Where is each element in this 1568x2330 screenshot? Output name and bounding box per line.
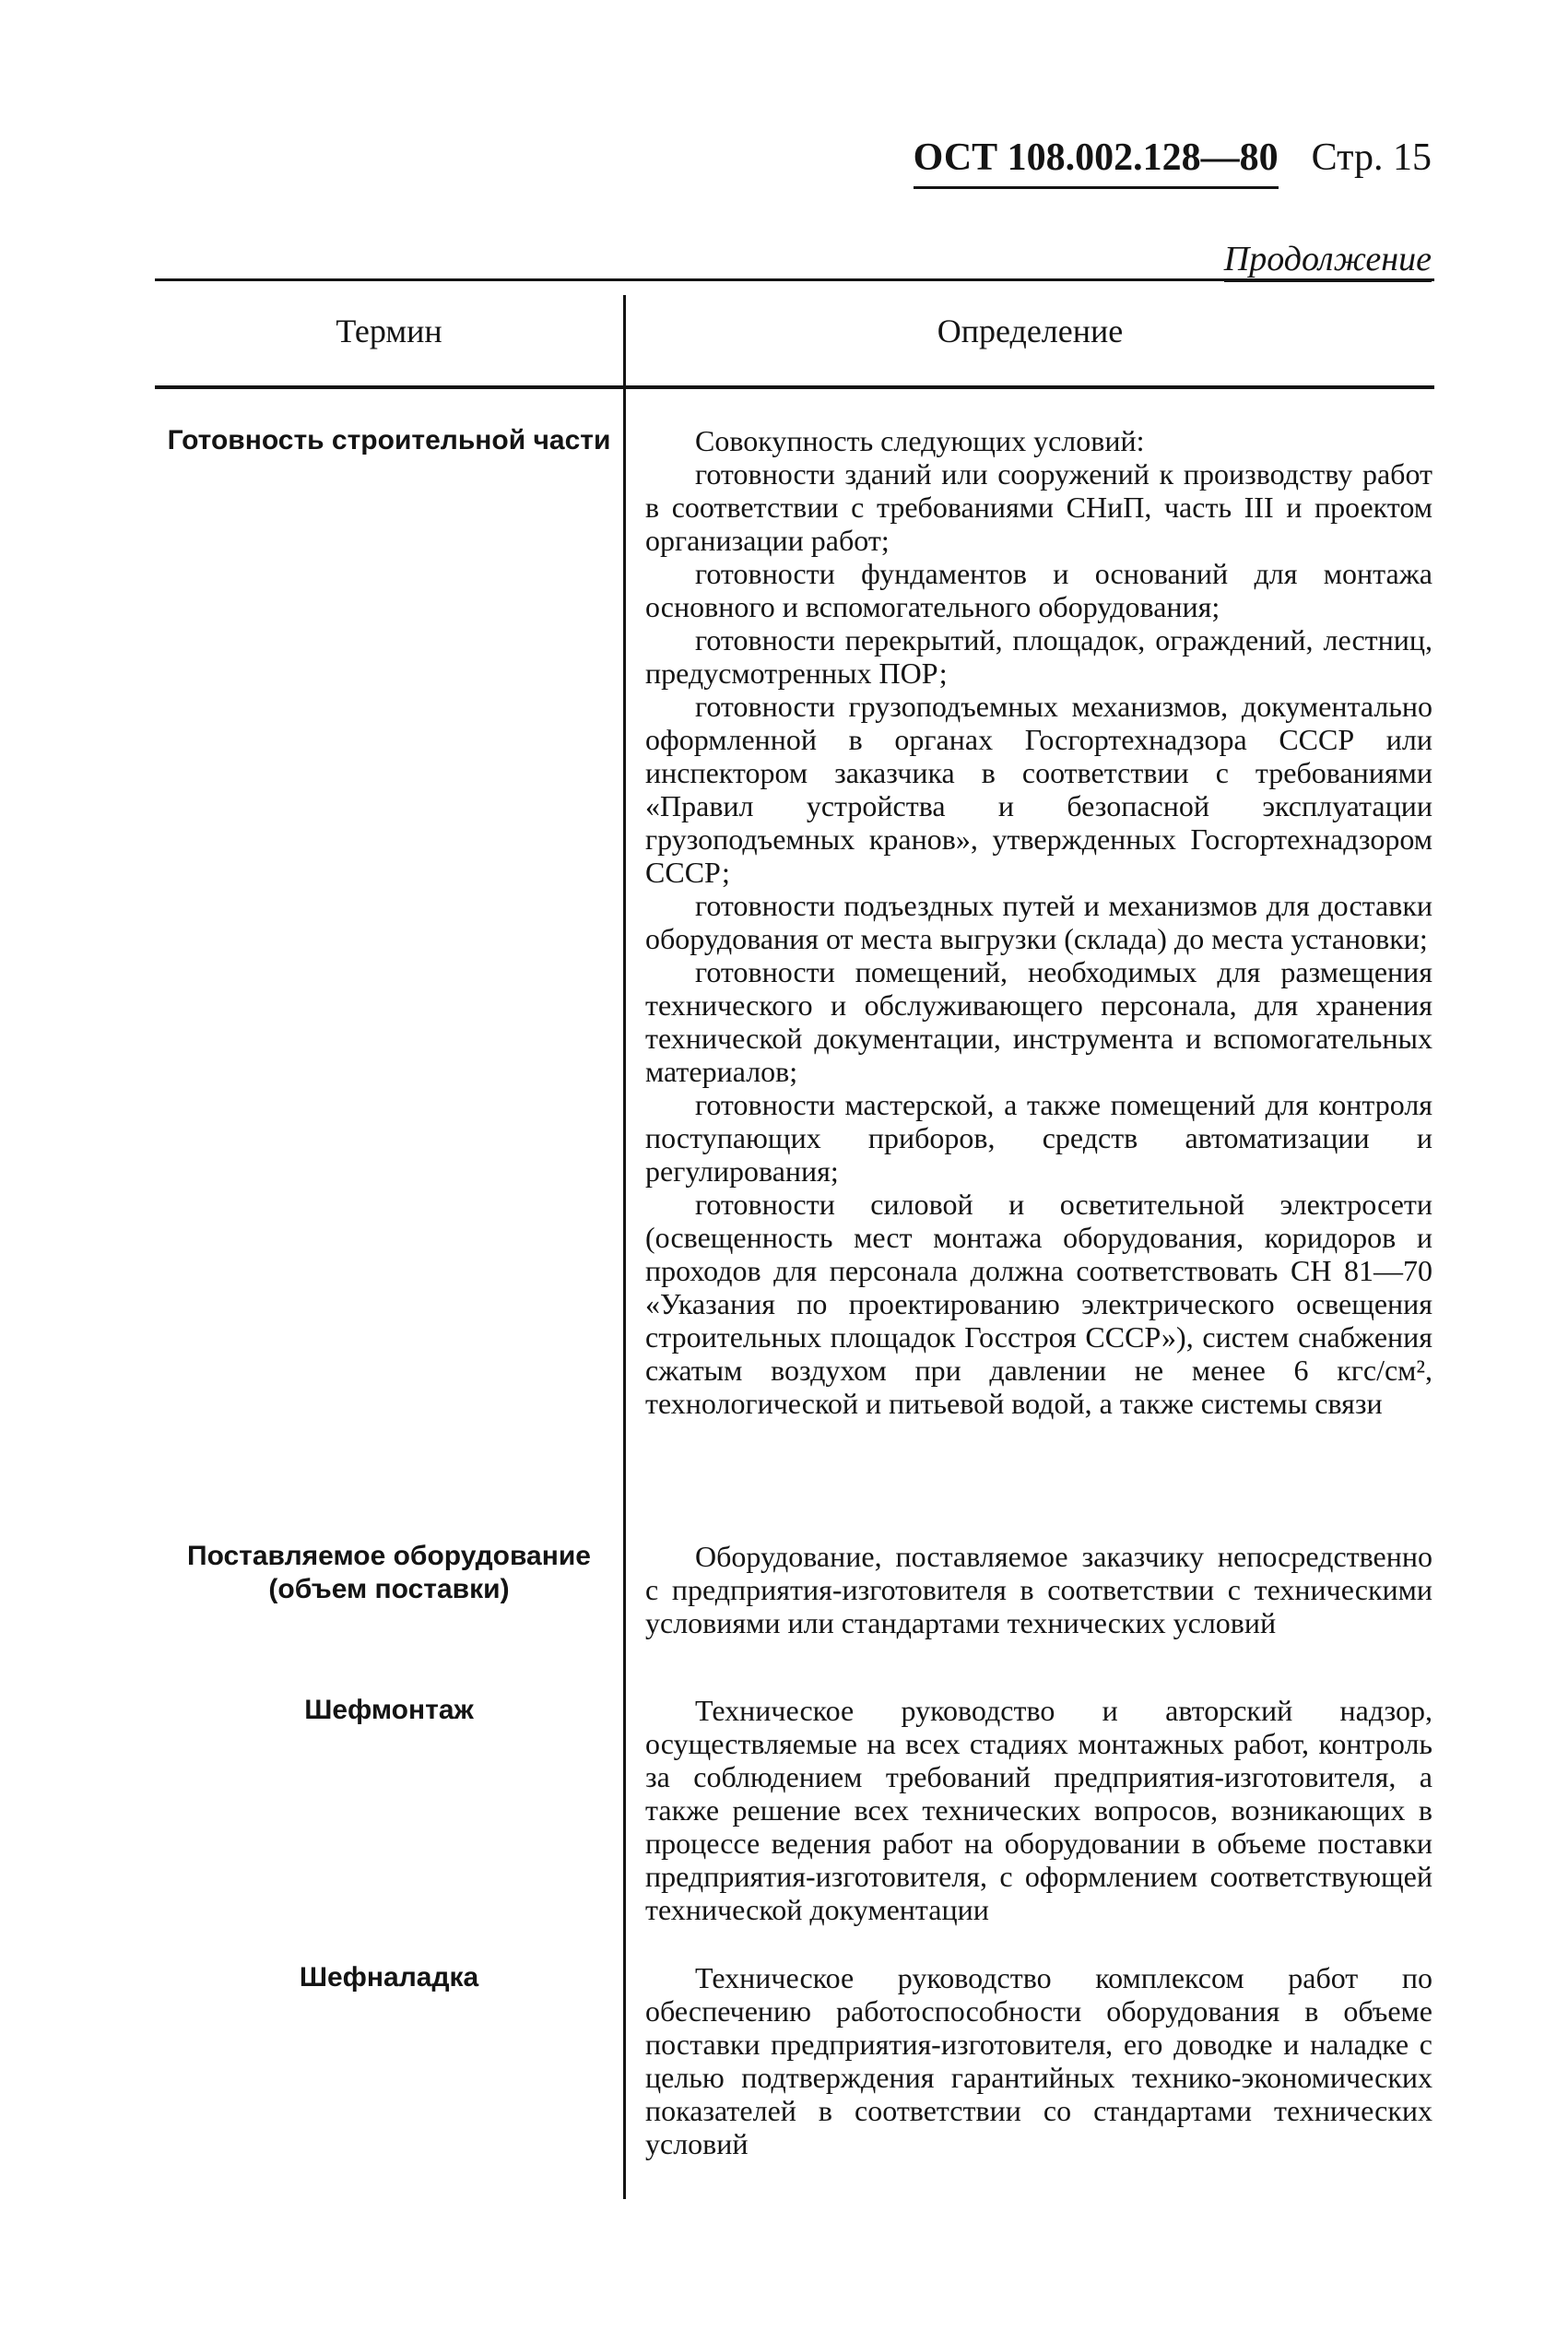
definition-paragraph: готовности перекрытий, площадок, ограждений, лестниц, предусмотренных ПОР;: [645, 623, 1432, 690]
definition-paragraph: готовности подъездных путей и механизмов для доставки оборудования от места выгрузки (склада) до места установки;: [645, 889, 1432, 955]
page-header: [914, 138, 1432, 177]
definition-cell: [645, 1694, 1432, 1926]
definition-paragraph: готовности фундаментов и оснований для монтажа основного и вспомогательного оборудования;: [645, 557, 1432, 623]
definition-paragraph: Совокупность следующих условий:: [695, 424, 1145, 457]
page-number: Стр. 15: [1311, 136, 1432, 179]
definition-paragraph: Техническое руководство комплексом работ по обеспечению работоспособности оборудования в объеме поставки предприятия-изготовителя, его доводке и наладке с целью подтверждения гарантийных технико-экономических показателей в соответствии со стандартами технических условий: [645, 1961, 1432, 2160]
table-header-rule: [155, 385, 1434, 389]
definition-cell: [645, 1540, 1432, 1639]
term-cell: Шефналадка: [299, 1962, 479, 1993]
column-divider: [623, 295, 626, 2199]
definition-paragraph: Оборудование, поставляемое заказчику непосредственно с предприятия-изготовителя в соответствии с техническими условиями или стандартами технических условий: [645, 1540, 1432, 1639]
standard-code: ОСТ 108.002.128—80: [914, 136, 1279, 189]
definition-paragraph: Техническое руководство и авторский надзор, осуществляемые на всех стадиях монтажных работ, контроль за соблюдением требований предприятия-изготовителя, а также решение всех технических вопросов, возникающих в процессе ведения работ на оборудовании в объеме поставки предприятия-изготовителя, с оформлением соответствующей технической документации: [645, 1694, 1432, 1926]
definition-paragraph: готовности силовой и осветительной электросети (освещенность мест монтажа оборудования, коридоров и проходов для персонала должна соответствовать СН 81—70 «Указания по проектированию электрического освещения строительных площадок Госстроя СССР»), систем снабжения сжатым воздухом при давлении не менее 6 кгс/см², технологической и питьевой водой, а также системы связи: [645, 1188, 1432, 1420]
definition-cell: [645, 1961, 1432, 2160]
definition-paragraph: готовности грузоподъемных механизмов, документально оформленной в органах Госгортехнадзора СССР или инспектором заказчика в соответствии с требованиями «Правил устройства и безопасной эксплуатации грузоподъемных кранов», утвержденных Госгортехнадзором СССР;: [645, 690, 1432, 889]
definition-paragraph: готовности мастерской, а также помещений для контроля поступающих приборов, средств автоматизации и регулирования;: [645, 1088, 1432, 1188]
definition-paragraph: готовности помещений, необходимых для размещения технического и обслуживающего персонала, для хранения технической документации, инструмента и вспомогательных материалов;: [645, 955, 1432, 1088]
term-cell: Поставляемое оборудование (объем поставки): [187, 1541, 591, 1604]
continuation-label: Продолжение: [1224, 242, 1432, 282]
column-header-term: Термин: [336, 313, 442, 349]
column-header-definition: Определение: [937, 313, 1124, 349]
definition-paragraph: готовности зданий или сооружений к производству работ в соответствии с требованиями СНиП, часть III и проектом организации работ;: [645, 457, 1432, 557]
definition-cell: [645, 424, 1432, 1420]
term-cell: Шефмонтаж: [304, 1695, 474, 1725]
term-cell: Готовность строительной части: [167, 425, 611, 455]
table-top-rule: [155, 278, 1434, 281]
